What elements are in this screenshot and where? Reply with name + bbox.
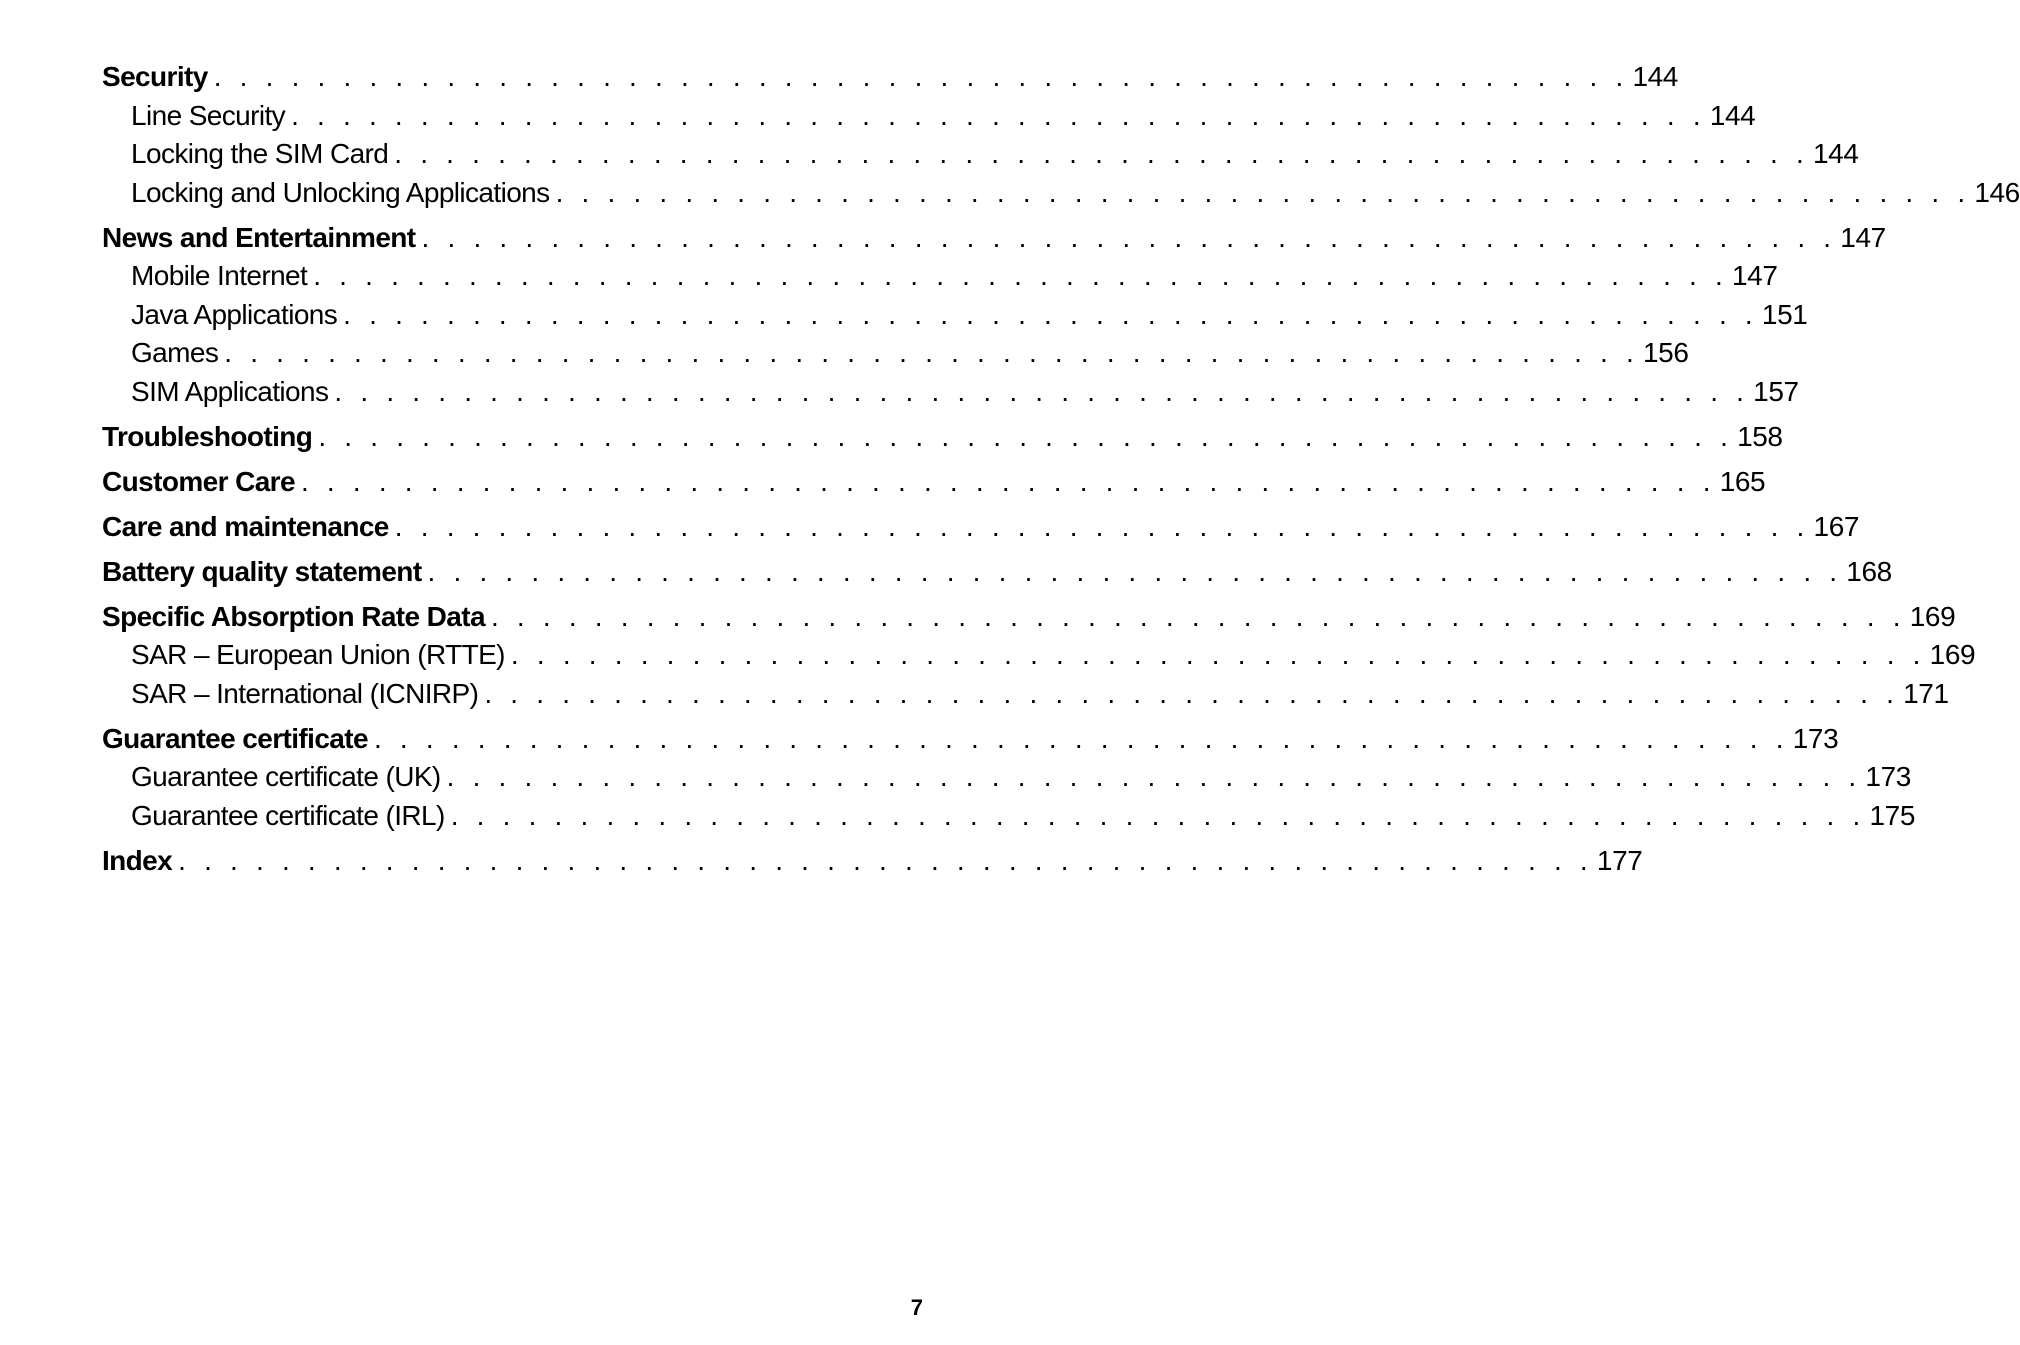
toc-entry-title: Locking and Unlocking Applications: [131, 176, 550, 208]
toc-entry-page: 173: [1865, 761, 1911, 792]
toc-entry[interactable]: [102, 553, 1892, 592]
toc-entry-title: Security: [102, 61, 208, 92]
toc-entry-title: Battery quality statement: [102, 555, 422, 587]
toc-entry[interactable]: [102, 174, 2020, 213]
toc-entry-title: Locking the SIM Card: [131, 138, 389, 169]
toc-entry-page: 144: [1632, 61, 1678, 92]
dot-leader: . . . . . . . . . . . . . . . . . . . . . . . . . . . . . . . . . . . . . . . . . . . . . . . . . . . . . . .: [213, 61, 1629, 92]
toc-entry-title: Line Security: [131, 99, 286, 131]
toc-entry[interactable]: [102, 97, 1756, 136]
toc-entry-page: 156: [1643, 337, 1689, 368]
toc-entry-page: 175: [1869, 799, 1915, 831]
toc-entry-page: 144: [1813, 138, 1859, 169]
toc-entry[interactable]: [102, 373, 1799, 412]
toc-entry[interactable]: [102, 758, 1911, 797]
toc-entry[interactable]: [102, 334, 1689, 373]
toc-entry-title: Guarantee certificate (IRL): [131, 799, 445, 831]
toc-entry[interactable]: [102, 797, 1915, 836]
toc-entry-page: 165: [1719, 465, 1766, 497]
toc-entry-page: 171: [1903, 677, 1949, 709]
toc-entry-title: Games: [131, 337, 219, 368]
toc-entry[interactable]: [102, 296, 1808, 335]
toc-entry-page: 177: [1596, 844, 1643, 876]
dot-leader: . . . . . . . . . . . . . . . . . . . . . . . . . . . . . . . . . . . . . . . . . . . . . . . . . . . . . . .: [313, 260, 1728, 291]
toc-entry-page: 158: [1737, 420, 1783, 452]
page-number: 7: [910, 1295, 923, 1320]
toc-entry-title: Troubleshooting: [102, 420, 313, 452]
dot-leader: . . . . . . . . . . . . . . . . . . . . . . . . . . . . . . . . . . . . . . . . . . . . . . . . . . . . . . .: [343, 298, 1758, 330]
toc-entry-title: Java Applications: [131, 298, 338, 330]
toc-entry-title: Mobile Internet: [131, 260, 308, 291]
toc-entry-page: 169: [1929, 639, 1976, 670]
toc-entry-title: Guarantee certificate (UK): [131, 761, 441, 792]
dot-leader: . . . . . . . . . . . . . . . . . . . . . . . . . . . . . . . . . . . . . . . . . . . . . . . . . . . . . . .: [446, 761, 1862, 792]
toc-entry-title: Guarantee certificate: [102, 722, 368, 754]
toc-entry-title: News and Entertainment: [102, 221, 416, 253]
toc-entry[interactable]: [102, 842, 1643, 881]
toc-entry-page: 144: [1709, 99, 1756, 131]
dot-leader: . . . . . . . . . . . . . . . . . . . . . . . . . . . . . . . . . . . . . . . . . . . . . . . . . . . . . . .: [373, 722, 1789, 754]
toc-entry[interactable]: [102, 257, 1778, 296]
toc-entry-title: SAR – European Union (RTTE): [131, 639, 505, 670]
toc-entry-title: Care and maintenance: [102, 510, 389, 542]
toc-entry-page: 157: [1753, 375, 1799, 407]
toc-entry-title: Specific Absorption Rate Data: [102, 600, 485, 632]
toc-entry-page: 151: [1761, 298, 1808, 330]
dot-leader: . . . . . . . . . . . . . . . . . . . . . . . . . . . . . . . . . . . . . . . . . . . . . . . . . . . . . . .: [510, 639, 1926, 670]
dot-leader: . . . . . . . . . . . . . . . . . . . . . . . . . . . . . . . . . . . . . . . . . . . . . . . . . . . . . . .: [484, 677, 1900, 709]
toc-entry-page: 167: [1813, 510, 1860, 542]
toc-entry-page: 169: [1909, 600, 1956, 632]
toc-entry-page: 147: [1731, 260, 1778, 291]
toc-entry[interactable]: [102, 219, 1886, 258]
toc-entry-title: Customer Care: [102, 465, 295, 497]
toc-entry[interactable]: [102, 135, 1859, 174]
dot-leader: . . . . . . . . . . . . . . . . . . . . . . . . . . . . . . . . . . . . . . . . . . . . . . . . . . . . . . .: [334, 375, 1750, 407]
toc-entry[interactable]: [102, 418, 1783, 457]
dot-leader: . . . . . . . . . . . . . . . . . . . . . . . . . . . . . . . . . . . . . . . . . . . . . . . . . . . . . . .: [394, 138, 1809, 169]
toc-entry[interactable]: [102, 598, 1956, 637]
toc-entry[interactable]: [102, 508, 1860, 547]
dot-leader: . . . . . . . . . . . . . . . . . . . . . . . . . . . . . . . . . . . . . . . . . . . . . . . . . . . . . . .: [224, 337, 1639, 368]
toc-entry-title: Index: [102, 844, 173, 876]
dot-leader: . . . . . . . . . . . . . . . . . . . . . . . . . . . . . . . . . . . . . . . . . . . . . . . . . . . . . . .: [427, 555, 1843, 587]
dot-leader: . . . . . . . . . . . . . . . . . . . . . . . . . . . . . . . . . . . . . . . . . . . . . . . . . . . . . . .: [291, 99, 1706, 131]
dot-leader: . . . . . . . . . . . . . . . . . . . . . . . . . . . . . . . . . . . . . . . . . . . . . . . . . . . . . . .: [450, 799, 1866, 831]
dot-leader: . . . . . . . . . . . . . . . . . . . . . . . . . . . . . . . . . . . . . . . . . . . . . . . . . . . . . . .: [421, 221, 1837, 253]
dot-leader: . . . . . . . . . . . . . . . . . . . . . . . . . . . . . . . . . . . . . . . . . . . . . . . . . . . . . . .: [178, 844, 1593, 876]
toc-entry[interactable]: [102, 58, 1678, 97]
toc-entry[interactable]: [102, 463, 1766, 502]
table-of-contents: [102, 58, 2020, 880]
toc-entry-page: 168: [1846, 555, 1892, 587]
dot-leader: . . . . . . . . . . . . . . . . . . . . . . . . . . . . . . . . . . . . . . . . . . . . . . . . . . . . . . .: [490, 600, 1906, 632]
toc-entry-title: SAR – International (ICNIRP): [131, 677, 479, 709]
toc-entry-page: 146: [1974, 176, 2020, 208]
dot-leader: . . . . . . . . . . . . . . . . . . . . . . . . . . . . . . . . . . . . . . . . . . . . . . . . . . . . . . .: [555, 176, 1971, 208]
dot-leader: . . . . . . . . . . . . . . . . . . . . . . . . . . . . . . . . . . . . . . . . . . . . . . . . . . . . . . .: [318, 420, 1734, 452]
dot-leader: . . . . . . . . . . . . . . . . . . . . . . . . . . . . . . . . . . . . . . . . . . . . . . . . . . . . . . .: [300, 465, 1716, 497]
toc-entry-title: SIM Applications: [131, 375, 329, 407]
toc-entry[interactable]: [102, 636, 1976, 675]
toc-entry-page: 147: [1840, 221, 1886, 253]
dot-leader: . . . . . . . . . . . . . . . . . . . . . . . . . . . . . . . . . . . . . . . . . . . . . . . . . . . . . . .: [394, 510, 1810, 542]
toc-entry[interactable]: [102, 675, 1949, 714]
toc-entry[interactable]: [102, 720, 1839, 759]
toc-entry-page: 173: [1792, 722, 1839, 754]
